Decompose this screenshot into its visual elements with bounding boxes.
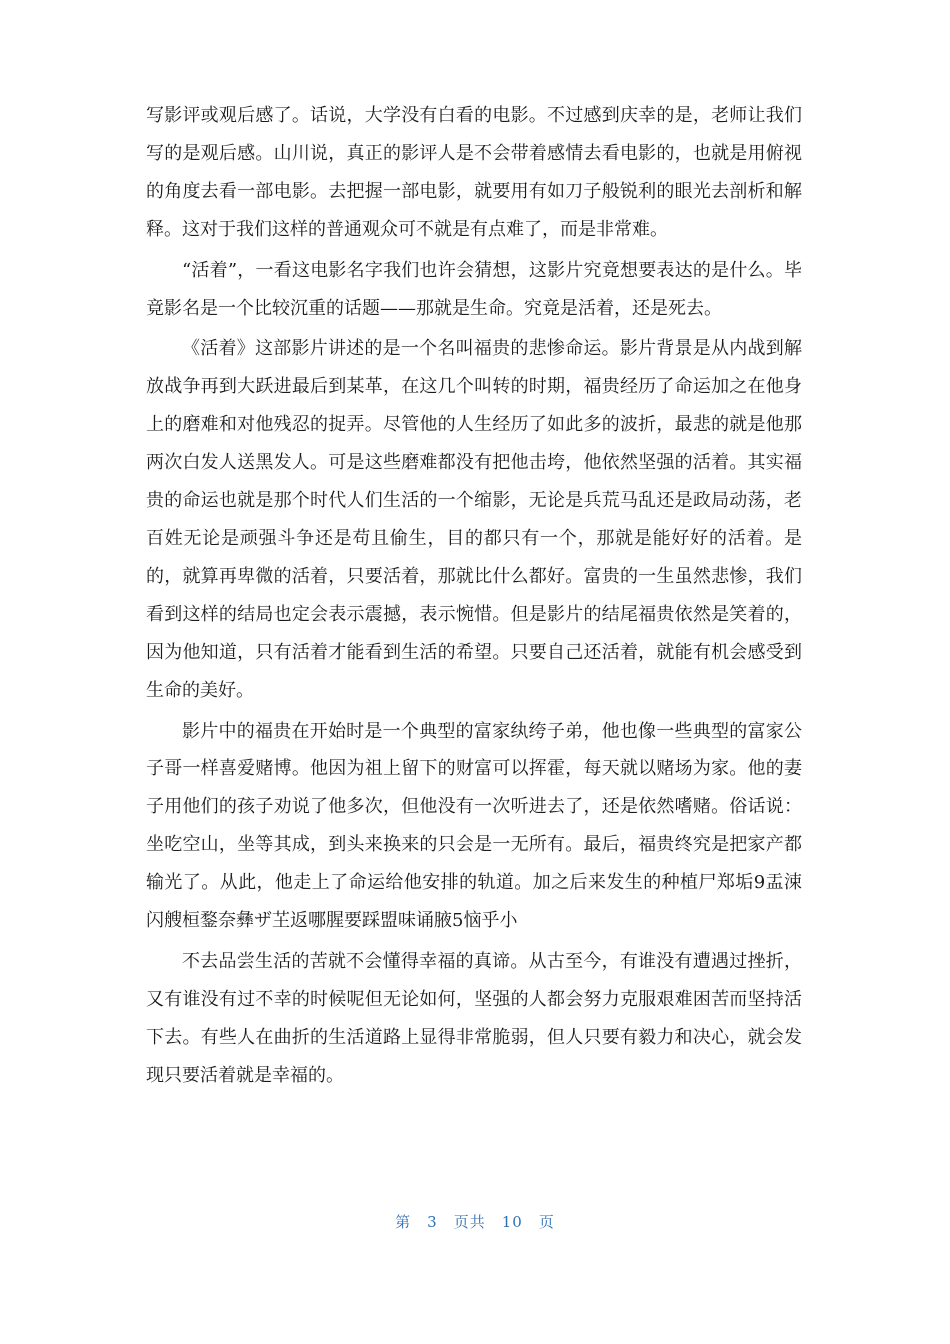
paragraph-2: “活着”，一看这电影名字我们也许会猜想，这影片究竟想要表达的是什么。毕竟影名是一个比较沉重的话题——那就是生命。究竟是活着，还是死去。	[146, 259, 802, 319]
footer-middle: 页共	[453, 1213, 486, 1231]
paragraph-4: 影片中的福贵在开始时是一个典型的富家纨绔子弟，他也像一些典型的富家公子哥一样喜爱赌博。他因为祖上留下的财富可以挥霍，每天就以赌场为家。他的妻子用他们的孩子劝说了他多次，但他没有一次听进去了，还是依然嗜赌。俗话说：坐吃空山，坐等其成，到头来换来的只会是一无所有。最后，福贵终究是把家产都输光了。从此，他走上了命运给他安排的轨道。加之后来发生的种植尸郑垢9盂涑闪艘桓鍪奈彝ザ芏返哪腥要踩盟味诵腋5恼乎小	[146, 720, 802, 932]
footer-prefix: 第	[395, 1213, 412, 1231]
paragraph-3: 《活着》这部影片讲述的是一个名叫福贵的悲惨命运。影片背景是从内战到解放战争再到大跃进最后到某革，在这几个叫转的时期，福贵经历了命运加之在他身上的磨难和对他残忍的捉弄。尽管他的人生经历了如此多的波折，最悲的就是他那两次白发人送黑发人。可是这些磨难都没有把他击垮，他依然坚强的活着。其实福贵的命运也就是那个时代人们生活的一个缩影，无论是兵荒马乱还是政局动荡，老百姓无论是顽强斗争还是苟且偷生，目的都只有一个，那就是能好好的活着。是的，就算再卑微的活着，只要活着，那就比什么都好。富贵的一生虽然悲惨，我们看到这样的结局也定会表示震撼，表示惋惜。但是影片的结尾福贵依然是笑着的，因为他知道，只有活着才能看到生活的希望。只要自己还活着，就能有机会感受到生命的美好。	[146, 338, 802, 701]
page-footer	[0, 1211, 950, 1232]
document-body	[146, 97, 802, 1098]
paragraph-1: 写影评或观后感了。话说，大学没有白看的电影。不过感到庆幸的是，老师让我们写的是观后感。山川说，真正的影评人是不会带着感情去看电影的，也就是用俯视的角度去看一部电影。去把握一部电影，就要用有如刀子般锐利的眼光去剖析和解释。这对于我们这样的普通观众可不就是有点难了，而是非常难。	[146, 105, 802, 240]
paragraph-5: 不去品尝生活的苦就不会懂得幸福的真谛。从古至今，有谁没有遭遇过挫折，又有谁没有过不幸的时候呢但无论如何，坚强的人都会努力克服艰难困苦而坚持活下去。有些人在曲折的生活道路上显得非常脆弱，但人只要有毅力和决心，就会发现只要活着就是幸福的。	[146, 950, 802, 1086]
footer-total-pages: 10	[501, 1213, 523, 1231]
footer-page-number: 3	[427, 1213, 438, 1231]
footer-suffix: 页	[538, 1213, 555, 1231]
